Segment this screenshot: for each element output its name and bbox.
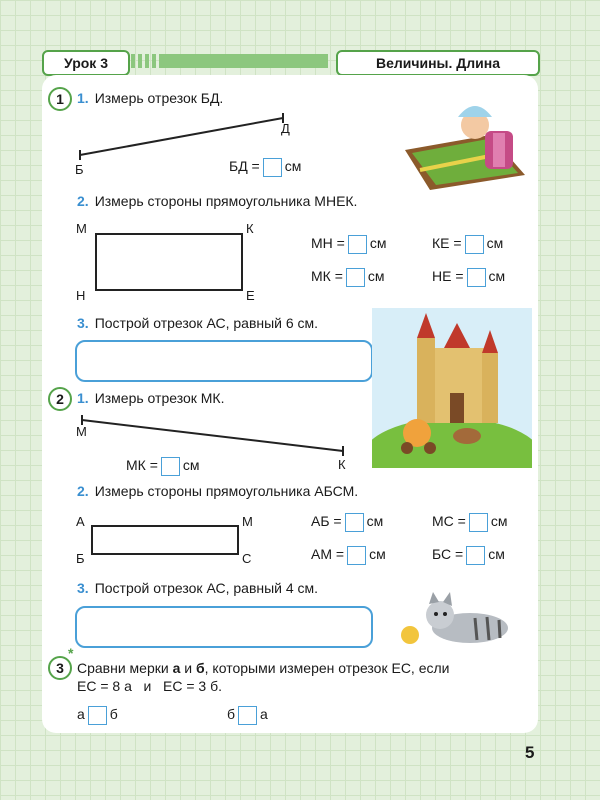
answer-ab: АБ = см [311,513,383,532]
answer-box[interactable] [347,546,366,565]
illustration-girl-measuring [400,95,530,195]
compare-b-a: б а [227,706,268,725]
point-label-k: К [338,457,346,472]
vertex-b2: Б [76,551,85,566]
compare-box[interactable] [88,706,107,725]
exercise-number-1: 1 [48,87,72,111]
answer-am: АМ = см [311,546,386,565]
answer-box[interactable] [348,235,367,254]
task-3-line2: ЕС = 8 а и ЕС = 3 б. [77,678,223,694]
vertex-k: К [246,221,254,236]
answer-box[interactable] [469,513,488,532]
answer-box[interactable] [465,235,484,254]
answer-ke: КЕ = см [432,235,503,254]
task-1-2: 2. Измерь стороны прямоугольника МНЕК. [77,193,358,209]
point-label-b: Б [75,162,84,177]
page-number: 5 [525,743,535,762]
lesson-badge: Урок 3 [42,50,130,76]
illustration-kitten-ball [395,590,525,650]
answer-ne: НЕ = см [432,268,505,287]
compare-box[interactable] [238,706,257,725]
difficulty-star: * [68,645,74,661]
point-label-m: М [76,424,87,439]
task-2-3: 3. Построй отрезок АС, равный 4 см. [77,580,319,596]
vertex-m2: М [242,514,253,529]
answer-mc: МС = см [432,513,507,532]
answer-mk: МК = см [311,268,385,287]
task-2-1: 1. Измерь отрезок МК. [77,390,225,406]
rectangle-absm [91,525,239,555]
segment-mk [82,420,343,451]
answer-box[interactable] [345,513,364,532]
answer-mn: МН = см [311,235,386,254]
segment-bd [80,118,283,155]
vertex-e: Е [246,288,255,303]
task-3-line1: Сравни мерки а и б, которыми измерен отрезок ЕС, если [77,660,450,676]
topic-title: Величины. Длина [336,50,540,76]
task-1-1: 1. Измерь отрезок БД. [77,90,224,106]
vertex-c: С [242,551,252,566]
answer-bd: БД = см [229,158,301,177]
answer-bc: БС = см [432,546,505,565]
answer-box[interactable] [263,158,282,177]
compare-a-b: а б [77,706,118,725]
exercise-number-3: 3 [48,656,72,680]
task-1-3: 3. Построй отрезок АС, равный 6 см. [77,315,319,331]
answer-box[interactable] [467,268,486,287]
answer-box[interactable] [161,457,180,476]
exercise-number-2: 2 [48,387,72,411]
vertex-a: А [76,514,85,529]
answer-box[interactable] [346,268,365,287]
construction-box-1[interactable] [75,340,373,382]
answer-box[interactable] [466,546,485,565]
rectangle-mnek [95,233,243,291]
answer-mk-segment: МК = см [126,457,200,476]
point-label-d: Д [281,121,290,136]
construction-box-2[interactable] [75,606,373,648]
illustration-castle-carriage [372,308,532,468]
vertex-n: Н [76,288,86,303]
task-2-2: 2. Измерь стороны прямоугольника АБСМ. [77,483,359,499]
vertex-m: М [76,221,87,236]
